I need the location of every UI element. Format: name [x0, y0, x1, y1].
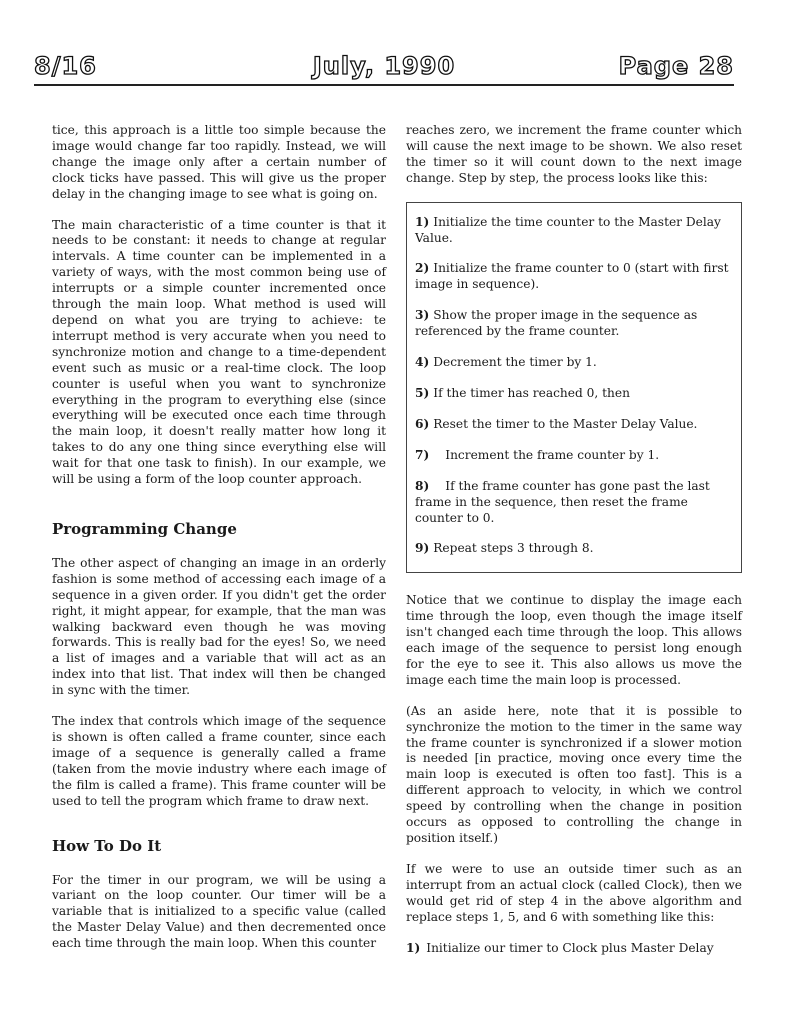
paragraph: Notice that we continue to display the image each time through the loop, even though the image itself isn't changed each time through the loop. This allows each image of the sequence to persist long enough for the eye to see it. This also allows us move the image each time the main loop is processed.: [406, 593, 742, 687]
step-item: 4) Decrement the timer by 1.: [415, 355, 597, 370]
paragraph: The other aspect of changing an image in an orderly fashion is some method of accessing each image of a sequence in a given order. If you didn't get the order right, it might appear, for example, that the man was walking backward even though he was moving forwards. This is really bad for the eyes! So, we need a list of images and a variable that will act as an index into that list. That index will then be changed in sync with the timer.: [52, 555, 386, 698]
issue-number: 8/16: [34, 52, 97, 80]
section-heading-programming-change: Programming Change: [52, 519, 237, 538]
paragraph: (As an aside here, note that it is possible to synchronize the motion to the timer in the same way the frame counter is synchronized if a slower motion is needed [in practice, moving once every time the main loop is executed is often too fast]. This is a different approach to velocity, in which we control speed by controlling when the change in position occurs as opposed to controlling the change in position itself.): [406, 703, 742, 845]
paragraph: reaches zero, we increment the frame counter which will cause the next image to be shown. We also reset the timer so it will count down to the next image change. Step by step, the process looks like this:: [406, 123, 742, 185]
page-header: [34, 50, 734, 86]
step-item: 5) If the timer has reached 0, then: [415, 385, 630, 400]
section-heading-how-to-do-it: How To Do It: [52, 836, 162, 855]
step-item: 7) Increment the frame counter by 1.: [415, 447, 660, 462]
step-item: 1) Initialize the time counter to the Master Delay Value.: [415, 214, 721, 245]
right-column: [406, 123, 742, 971]
step-item: 8) If the frame counter has gone past the last frame in the sequence, then reset the frame counter to 0.: [415, 478, 710, 525]
replacement-step: 1) Initialize our timer to Clock plus Master Delay: [406, 940, 714, 955]
issue-date: July, 1990: [312, 52, 456, 80]
paragraph: The index that controls which image of the sequence is shown is often called a frame counter, since each image of a sequence is generally called a frame (taken from the movie industry where each image of the film is called a frame). This frame counter will be used to tell the program which frame to draw next.: [52, 714, 386, 808]
paragraph: If we were to use an outside timer such as an interrupt from an actual clock (called Clock), then we would get rid of step 4 in the above algorithm and replace steps 1, 5, and 6 with something like this:: [406, 861, 742, 924]
step-item: 6) Reset the timer to the Master Delay Value.: [415, 416, 698, 431]
step-item: 9) Repeat steps 3 through 8.: [415, 541, 594, 556]
left-column: [52, 123, 386, 967]
step-item: 3) Show the proper image in the sequence as referenced by the frame counter.: [415, 308, 698, 339]
algorithm-steps-box: [406, 202, 742, 574]
page-number: Page 28: [618, 52, 734, 80]
paragraph: The main characteristic of a time counter is that it needs to be constant: it needs to change at regular intervals. A time counter can be implemented in a variety of ways, with the most common being use of interrupts or a simple counter incremented once through the main loop. What method is used will depend on what you are trying to achieve: te interrupt method is very accurate when you need to synchronize motion and change to a time-dependent event such as music or a real-time clock. The loop counter is useful when you want to synchronize everything in the program to everything else (since everything will be executed once each time through the main loop, it doesn't really matter how long it takes to do any one thing since everything else will wait for that one task to finish). In our example, we will be using a form of the loop counter approach.: [52, 217, 386, 487]
paragraph: tice, this approach is a little too simple because the image would change far too rapidly. Instead, we will change the image only after a certain number of clock ticks have passed. This will give us the proper delay in the changing image to see what is going on.: [52, 123, 386, 201]
paragraph: For the timer in our program, we will be using a variant on the loop counter. Our timer will be a variable that is initialized to a specific value (called the Master Delay Value) and then decremented once each time through the main loop. When this counter: [52, 872, 386, 951]
step-item: 2) Initialize the frame counter to 0 (start with first image in sequence).: [415, 261, 729, 292]
